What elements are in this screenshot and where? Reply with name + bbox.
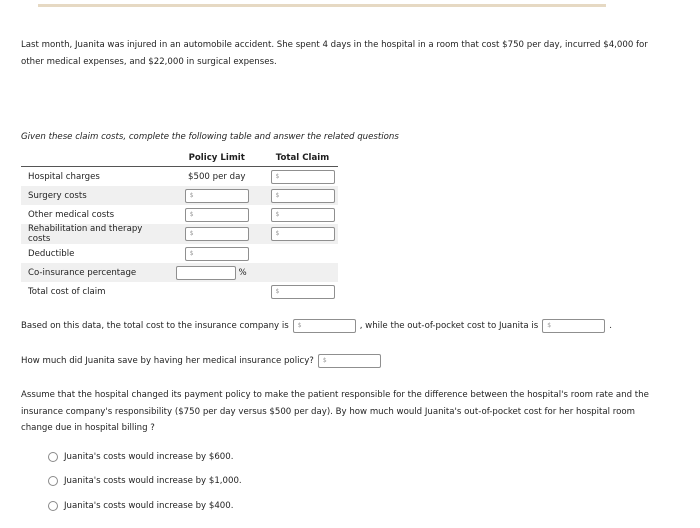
option-label[interactable]: Juanita's costs would increase by $400. [64,501,234,511]
table-header-row [21,150,338,167]
row-label: Hospital charges [28,171,100,182]
option-label[interactable]: Juanita's costs would increase by $600. [64,452,234,462]
claims-table [21,150,338,301]
row-label: Total cost of claim [28,286,106,297]
hospital-policy-limit: $500 per day [188,171,246,182]
table-row [21,224,338,244]
header-policy-limit: Policy Limit [166,150,267,167]
percent-sign: % [238,267,247,278]
table-row [21,167,338,187]
rehab-policy-limit-input[interactable]: $ [185,227,249,241]
deductible-input[interactable]: $ [185,247,249,261]
table-row [21,244,338,263]
savings-question-text: How much did Juanita save by having her medical insurance policy? [21,356,314,366]
total-cost-of-claim-input[interactable]: $ [271,285,335,299]
answer-option[interactable] [48,499,233,513]
radio-button[interactable] [48,501,58,511]
cost-question-middle: , while the out-of-pocket cost to Juanita is [359,321,539,331]
insurance-company-cost-input[interactable]: $ [293,319,356,333]
cost-question-prefix: Based on this data, the total cost to the insurance company is [21,321,289,331]
table-row [21,186,338,205]
row-label: Deductible [28,248,75,259]
answer-option[interactable] [48,450,233,464]
surgery-policy-limit-input[interactable]: $ [185,189,249,203]
option-label[interactable]: Juanita's costs would increase by $1,000. [64,476,242,486]
coinsurance-percentage-input[interactable] [176,266,236,280]
table-row [21,282,338,301]
row-label: Co-insurance percentage [21,263,166,282]
row-label: Surgery costs [21,186,166,205]
instructions: Given these claim costs, complete the following table and answer the related questions [21,132,399,142]
other-medical-policy-limit-input[interactable]: $ [185,208,249,222]
header-total-claim: Total Claim [267,150,338,167]
out-of-pocket-cost-input[interactable]: $ [542,319,605,333]
other-medical-total-claim-input[interactable]: $ [271,208,335,222]
top-divider [38,4,606,7]
header-blank [21,150,166,167]
cost-question-suffix: . [609,321,612,331]
rehab-total-claim-input[interactable]: $ [271,227,335,241]
savings-input[interactable]: $ [318,354,381,368]
row-label: Rehabilitation and therapy costs [21,224,166,244]
answer-option[interactable] [48,474,242,488]
radio-button[interactable] [48,476,58,486]
table-row [21,205,338,224]
assume-question: Assume that the hospital changed its payment policy to make the patient responsible for the difference between the hospital's room rate and the insurance company's responsibility ($750 per day versus $500 per day). By how much would Juanita's out-of-pocket cost for her hospital room change due in hospital billing ? [21,390,649,433]
row-label: Other medical costs [28,209,115,220]
problem-statement: Last month, Juanita was injured in an automobile accident. She spent 4 days in the hospital in a room that cost $750 per day, incurred $4,000 for other medical expenses, and $22,000 in surgical expenses. [21,40,648,67]
surgery-total-claim-input[interactable]: $ [271,189,335,203]
cost-question [21,318,612,335]
table-row [21,263,338,282]
savings-question [21,353,381,370]
hospital-total-claim-input[interactable]: $ [271,170,335,184]
radio-button[interactable] [48,452,58,462]
